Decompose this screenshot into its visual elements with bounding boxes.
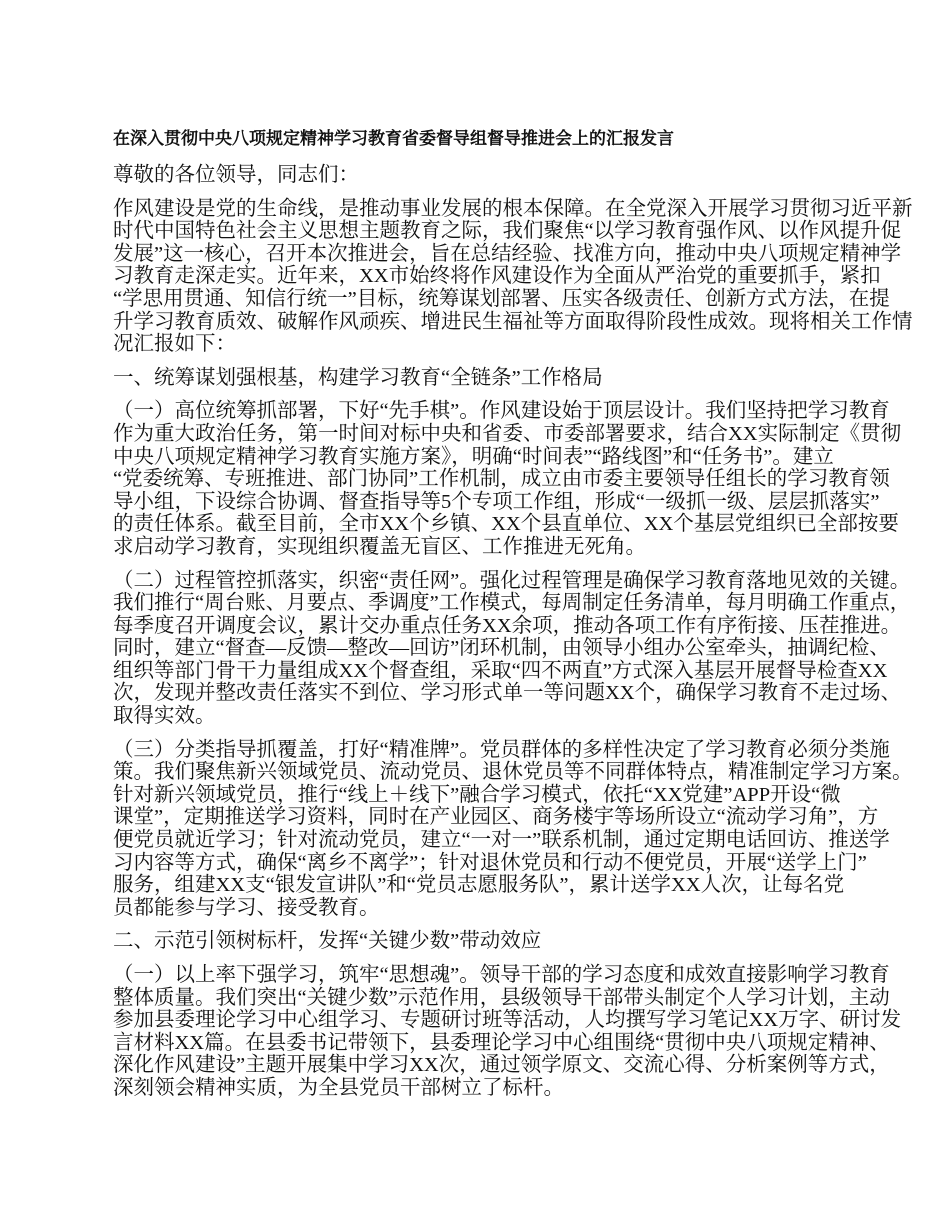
text-line: 的责任体系。截至目前，全市XX个乡镇、XX个县直单位、XX个基层党组织已全部按要 bbox=[113, 513, 899, 536]
text-line: 深刻领会精神实质，为全县党员干部树立了标杆。 bbox=[113, 1076, 564, 1099]
paragraph bbox=[113, 400, 902, 558]
document-title: 在深入贯彻中央八项规定精神学习教育省委督导组督导推进会上的汇报发言 bbox=[113, 129, 674, 148]
text-line: 参加县委理论学习中心组学习、专题研讨班等活动，人均撰写学习笔记XX万字、研讨发 bbox=[113, 1009, 902, 1032]
paragraph bbox=[113, 964, 902, 1100]
text-line: 作为重大政治任务，第一时间对标中央和省委、市委部署要求，结合XX实际制定《贯彻 bbox=[113, 422, 902, 445]
text-line: 况汇报如下： bbox=[113, 333, 236, 356]
text-line: 作风建设是党的生命线，是推动事业发展的根本保障。在全党深入开展学习贯彻习近平新 bbox=[113, 197, 913, 220]
text-line: 我们推行“周台账、月要点、季调度”工作模式，每周制定任务清单，每月明确工作重点， bbox=[113, 592, 911, 615]
text-line: 尊敬的各位领导，同志们： bbox=[113, 164, 359, 186]
text-line: 时代中国特色社会主义思想主题教育之际，我们聚焦“以学习教育强作风、以作风提升促 bbox=[113, 220, 902, 243]
text-line: “党委统筹、专班推进、部门协同”工作机制，成立由市委主要领导任组长的学习教育领 bbox=[113, 468, 890, 491]
text-line: 整体质量。我们突出“关键少数”示范作用，县级领导干部带头制定个人学习计划，主动 bbox=[113, 986, 890, 1009]
text-line: 导小组，下设综合协调、督查指导等5个专项工作组，形成“一级抓一级、层层抓落实” bbox=[113, 490, 880, 513]
text-line: 取得实效。 bbox=[113, 705, 216, 728]
text-line: （一）高位统筹抓部署，下好“先手棋”。作风建设始于顶层设计。我们坚持把学习教育 bbox=[113, 400, 890, 423]
text-line: （二）过程管控抓落实，织密“责任网”。强化过程管理是确保学习教育落地见效的关键。 bbox=[113, 569, 911, 592]
paragraph bbox=[113, 738, 913, 920]
text-line: 组织等部门骨干力量组成XX个督查组，采取“四不两直”方式深入基层开展督导检查XX bbox=[113, 659, 888, 682]
paragraph bbox=[113, 197, 913, 356]
section-heading bbox=[113, 367, 853, 390]
text-line: 策。我们聚焦新兴领域党员、流动党员、退休党员等不同群体特点，精准制定学习方案。 bbox=[113, 761, 913, 784]
text-line: （三）分类指导抓覆盖，打好“精准牌”。党员群体的多样性决定了学习教育必须分类施 bbox=[113, 738, 890, 761]
text-line: 便党员就近学习；针对流动党员，建立“一对一”联系机制，通过定期电话回访、推送学 bbox=[113, 829, 890, 852]
text-line: 一、统筹谋划强根基，构建学习教育“全链条”工作格局 bbox=[113, 366, 603, 389]
text-line: 针对新兴领域党员，推行“线上＋线下”融合学习模式，依托“XX党建”APP开设“微 bbox=[113, 783, 841, 806]
text-line: 二、示范引领树标杆，发挥“关键少数”带动效应 bbox=[113, 930, 542, 953]
text-line: 求启动学习教育，实现组织覆盖无盲区、工作推进无死角。 bbox=[113, 535, 646, 558]
paragraph bbox=[113, 569, 911, 728]
text-line: （一）以上率下强学习，筑牢“思想魂”。领导干部的学习态度和成效直接影响学习教育 bbox=[113, 964, 890, 986]
text-line: 服务，组建XX支“银发宣讲队”和“党员志愿服务队”，累计送学XX人次，让每名党 bbox=[113, 874, 845, 897]
text-line: 次，发现并整改责任落实不到位、学习形式单一等问题XX个，确保学习教育不走过场、 bbox=[113, 682, 902, 705]
text-line: 课堂”，定期推送学习资料，同时在产业园区、商务楼宇等场所设立“流动学习角”，方 bbox=[113, 806, 879, 829]
text-line: 升学习教育质效、破解作风顽疾、增进民生福祉等方面取得阶段性成效。现将相关工作情 bbox=[113, 310, 913, 333]
section-heading bbox=[113, 164, 853, 187]
text-line: 每季度召开调度会议，累计交办重点任务XX余项，推动各项工作有序衔接、压茬推进。 bbox=[113, 614, 902, 637]
document-body bbox=[113, 164, 913, 1100]
section-heading bbox=[113, 930, 853, 953]
text-line: “学思用贯通、知信行统一”目标，统筹谋划部署、压实各级责任、创新方式方法，在提 bbox=[113, 287, 890, 310]
text-line: 同时，建立“督查—反馈—整改—回访”闭环机制，由领导小组办公室牵头，抽调纪检、 bbox=[113, 637, 890, 660]
text-line: 言材料XX篇。在县委书记带领下，县委理论学习中心组围绕“贯彻中央八项规定精神、 bbox=[113, 1031, 890, 1054]
text-line: 深化作风建设”主题开展集中学习XX次，通过领学原文、交流心得、分析案例等方式， bbox=[113, 1054, 890, 1077]
text-line: 发展”这一核心，召开本次推进会，旨在总结经验、找准方向，推动中央八项规定精神学 bbox=[113, 242, 902, 265]
text-line: 员都能参与学习、接受教育。 bbox=[113, 896, 380, 919]
text-line: 中央八项规定精神学习教育实施方案》，明确“时间表”“路线图”和“任务书”。建立 bbox=[113, 445, 834, 468]
text-line: 习内容等方式，确保“离乡不离学”；针对退休党员和行动不便党员，开展“送学上门” bbox=[113, 851, 867, 874]
text-line: 习教育走深走实。近年来，XX市始终将作风建设作为全面从严治党的重要抓手，紧扣 bbox=[113, 265, 881, 288]
document-page bbox=[113, 128, 913, 1111]
